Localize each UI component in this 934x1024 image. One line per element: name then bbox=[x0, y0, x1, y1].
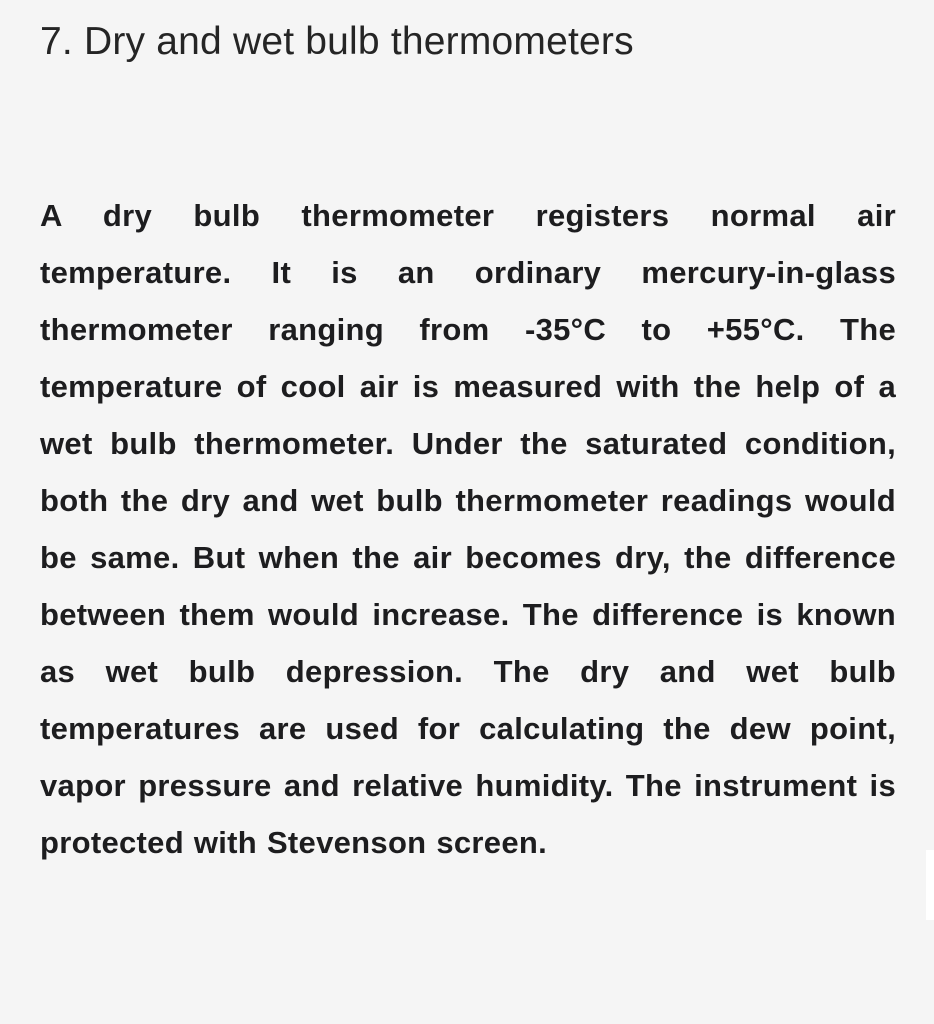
section-heading: 7. Dry and wet bulb thermometers bbox=[40, 20, 634, 63]
section-paragraph: A dry bulb thermometer registers normal air temperature. It is an ordinary mercury-in-glass thermometer ranging from -35°C to +55°C. The temperature of cool air is measured with the help of a wet bulb thermometer. Under the saturated condition, both the dry and wet bulb thermometer readings would be same. But when the air becomes dry, the difference between them would increase. The difference is known as wet bulb depression. The dry and wet bulb temperatures are used for calculating the dew point, vapor pressure and relative humidity. The instrument is protected with Stevenson screen. bbox=[40, 198, 896, 860]
scroll-edge bbox=[926, 850, 934, 920]
